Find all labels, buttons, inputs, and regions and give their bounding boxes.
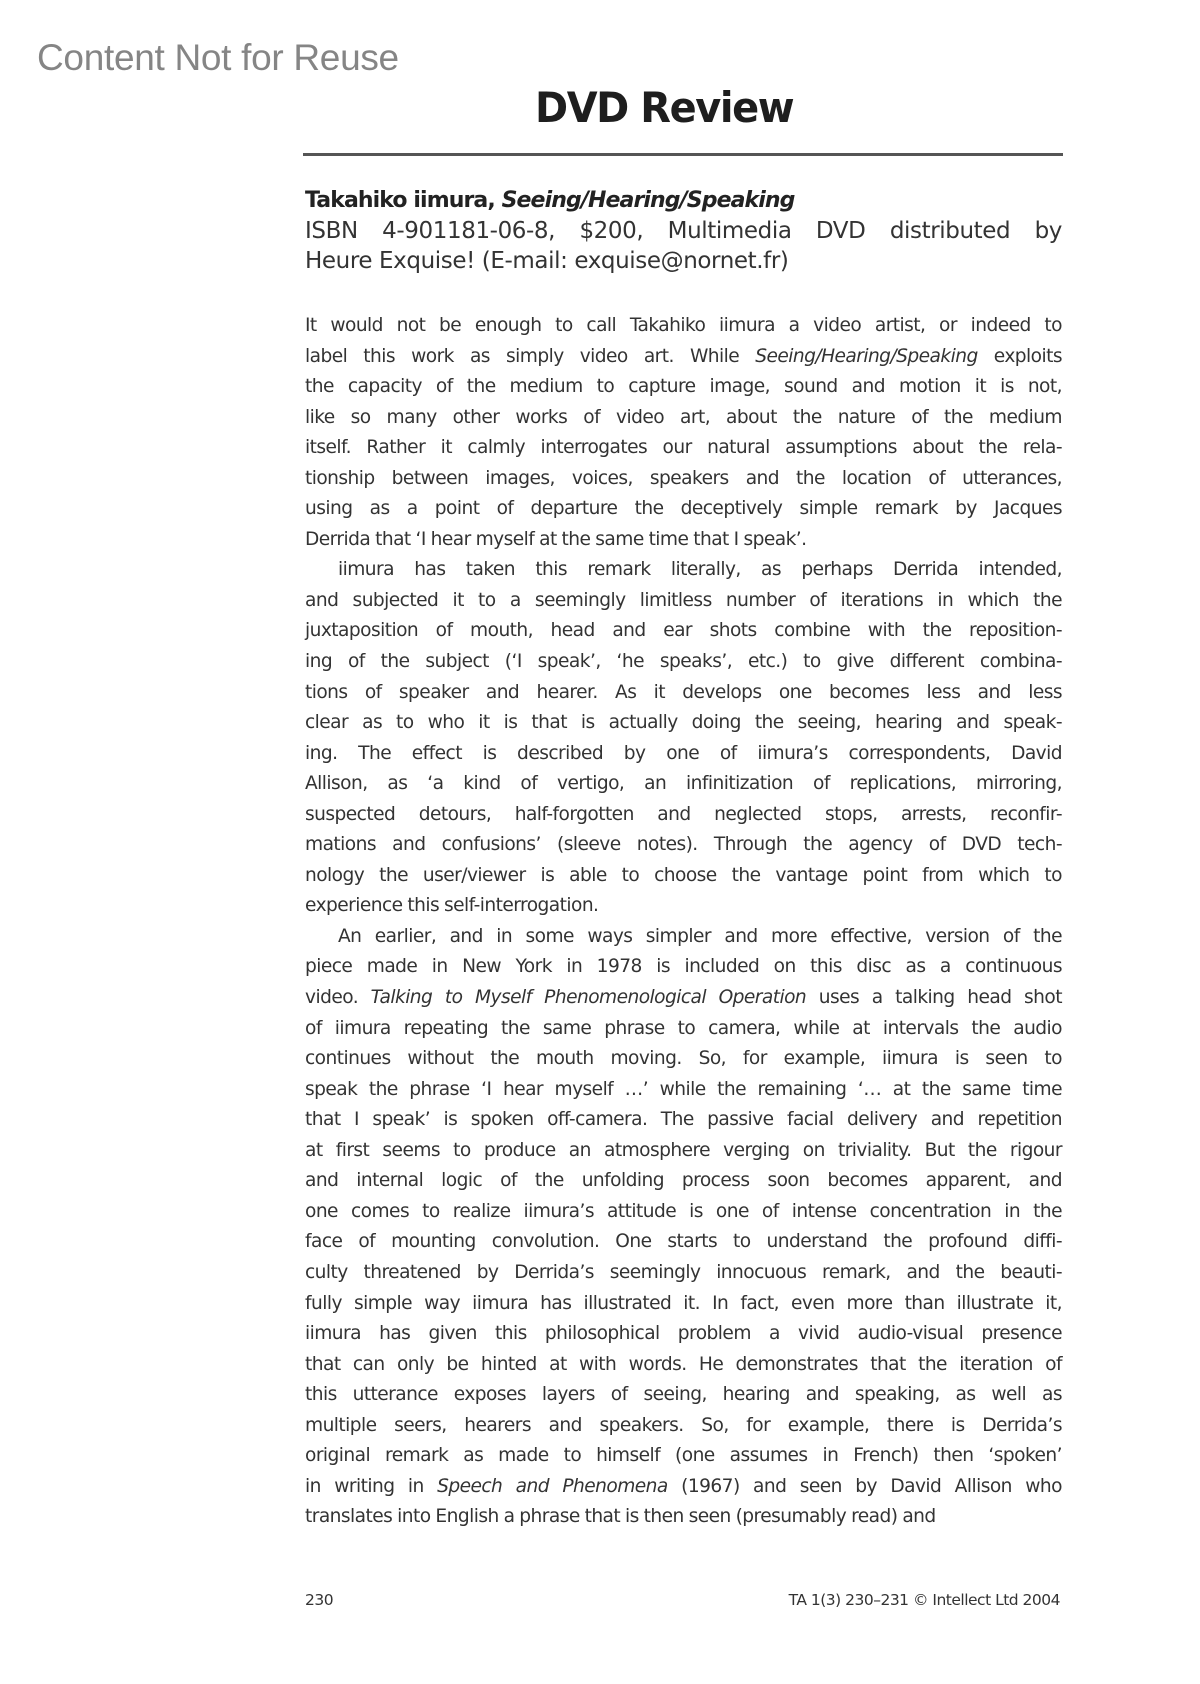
text-line: [305, 647, 1062, 678]
text-run: culty threatened by Derrida’s seemingly innocuous remark, and the beauti-: [305, 1261, 1062, 1283]
text-run: and internal logic of the unfolding process soon becomes apparent, and: [305, 1170, 1062, 1192]
text-line: [305, 1472, 1062, 1503]
text-line: [305, 983, 1062, 1014]
text-run: exploits: [977, 345, 1062, 367]
text-run: fully simple way iimura has illustrated it. In fact, even more than illustrate it,: [305, 1292, 1062, 1314]
review-work-title: Seeing/Hearing/Speaking: [501, 188, 795, 213]
text-run: Allison, as ‘a kind of vertigo, an infinitization of replications, mirroring,: [305, 773, 1062, 795]
text-run: speak the phrase ‘I hear myself …’ while the remaining ‘… at the same time: [305, 1078, 1062, 1100]
text-line: [305, 891, 1062, 922]
text-run: at first seems to produce an atmosphere verging on triviality. But the rigour: [305, 1139, 1062, 1161]
text-line: [305, 922, 1062, 953]
text-run: nology the user/viewer is able to choose the vantage point from which to: [305, 864, 1062, 886]
text-line: [305, 1197, 1062, 1228]
text-line: [305, 1502, 1062, 1533]
text-line: [305, 1105, 1062, 1136]
text-line: [305, 1380, 1062, 1411]
journal-citation: TA 1(3) 230–231 © Intellect Ltd 2004: [788, 1591, 1060, 1609]
text-run: multiple seers, hearers and speakers. So, for example, there is Derrida’s: [305, 1414, 1062, 1436]
text-line: [305, 708, 1062, 739]
text-run: in writing in: [305, 1475, 438, 1497]
review-body: [305, 311, 1062, 1533]
text-run: this utterance exposes layers of seeing, hearing and speaking, as well as: [305, 1384, 1062, 1406]
text-line: [305, 1319, 1062, 1350]
text-run: like so many other works of video art, about the nature of the medium: [305, 406, 1062, 428]
text-run: original remark as made to himself (one assumes in French) then ‘spoken’: [305, 1445, 1062, 1467]
italic-title: Speech and Phenomena: [437, 1475, 668, 1497]
text-run: clear as to who it is that is actually doing the seeing, hearing and speak-: [305, 712, 1062, 734]
text-run: ing. The effect is described by one of iimura’s correspondents, David: [305, 742, 1062, 764]
text-line: [305, 525, 1062, 556]
page-footer: [305, 1591, 1060, 1615]
text-run: one comes to realize iimura’s attitude is one of intense concentration in the: [305, 1200, 1062, 1222]
text-line: [305, 586, 1062, 617]
text-line: [305, 403, 1062, 434]
text-run: juxtaposition of mouth, head and ear shots combine with the reposition-: [305, 620, 1062, 642]
text-line: [305, 1441, 1062, 1472]
text-run: that can only be hinted at with words. He demonstrates that the iteration of: [305, 1353, 1062, 1375]
text-line: [305, 494, 1062, 525]
text-line: [305, 952, 1062, 983]
text-run: and subjected it to a seemingly limitless number of iterations in which the: [305, 589, 1062, 611]
text-line: [305, 1014, 1062, 1045]
review-heading: [305, 186, 1062, 216]
text-line: [305, 800, 1062, 831]
text-run: An earlier, and in some ways simpler and more effective, version of the: [338, 925, 1062, 947]
review-header: [305, 186, 1062, 276]
section-title: DVD Review: [535, 83, 794, 132]
text-run: using as a point of departure the deceptively simple remark by Jacques: [305, 498, 1062, 520]
text-line: [305, 616, 1062, 647]
text-line: [305, 555, 1062, 586]
italic-title: Seeing/Hearing/Speaking: [755, 345, 978, 367]
text-run: that I speak’ is spoken off-camera. The passive facial delivery and repetition: [305, 1109, 1062, 1131]
text-line: [305, 830, 1062, 861]
body-paragraph: [305, 555, 1062, 922]
text-line: [305, 739, 1062, 770]
text-run: continues without the mouth moving. So, for example, iimura is seen to: [305, 1048, 1062, 1070]
text-line: [305, 1227, 1062, 1258]
text-line: [305, 311, 1062, 342]
text-run: mations and confusions’ (sleeve notes). Through the agency of DVD tech-: [305, 834, 1062, 856]
text-line: [305, 678, 1062, 709]
text-line: [305, 433, 1062, 464]
text-run: experience this self-interrogation.: [305, 895, 599, 917]
text-line: [305, 1166, 1062, 1197]
text-run: the capacity of the medium to capture image, sound and motion it is not,: [305, 376, 1062, 398]
text-run: Derrida that ‘I hear myself at the same time that I speak’.: [305, 528, 807, 550]
text-line: [305, 464, 1062, 495]
text-line: [305, 342, 1062, 373]
text-line: [305, 1289, 1062, 1320]
text-line: [305, 1258, 1062, 1289]
text-run: It would not be enough to call Takahiko iimura a video artist, or indeed to: [305, 315, 1062, 336]
text-line: [305, 1350, 1062, 1381]
text-line: [305, 372, 1062, 403]
text-line: [305, 769, 1062, 800]
text-run: piece made in New York in 1978 is included on this disc as a continuous: [305, 956, 1062, 978]
text-run: video.: [305, 987, 371, 1009]
text-line: [305, 1044, 1062, 1075]
text-run: face of mounting convolution. One starts to understand the profound diffi-: [305, 1231, 1062, 1253]
text-run: iimura has given this philosophical problem a vivid audio-visual presence: [305, 1323, 1062, 1345]
text-run: (1967) and seen by David Allison who: [667, 1475, 1062, 1497]
text-line: [305, 861, 1062, 892]
text-run: translates into English a phrase that is then seen (presumably read) and: [305, 1506, 936, 1528]
text-run: label this work as simply video art. While: [305, 345, 756, 367]
text-run: itself. Rather it calmly interrogates our natural assumptions about the rela-: [305, 437, 1062, 459]
text-run: uses a talking head shot: [806, 987, 1062, 1009]
text-run: tionship between images, voices, speakers and the location of utterances,: [305, 467, 1062, 489]
text-run: iimura has taken this remark literally, as perhaps Derrida intended,: [338, 559, 1062, 581]
watermark-text: Content Not for Reuse: [37, 37, 399, 78]
text-line: [305, 1075, 1062, 1106]
review-details-line: Heure Exquise! (E-mail: exquise@nornet.fr): [305, 248, 789, 274]
text-run: of iimura repeating the same phrase to camera, while at intervals the audio: [305, 1017, 1062, 1039]
body-paragraph: [305, 311, 1062, 555]
text-line: [305, 1411, 1062, 1442]
text-run: ing of the subject (‘I speak’, ‘he speaks’, etc.) to give different combina-: [305, 651, 1062, 673]
page-number: 230: [305, 1591, 334, 1609]
body-paragraph: [305, 922, 1062, 1533]
text-run: suspected detours, half-forgotten and neglected stops, arrests, reconfir-: [305, 803, 1062, 825]
text-line: [305, 1136, 1062, 1167]
text-run: tions of speaker and hearer. As it develops one becomes less and less: [305, 681, 1062, 703]
title-divider: [303, 153, 1063, 156]
italic-title: Talking to Myself Phenomenological Operation: [370, 987, 807, 1009]
review-author: Takahiko iimura,: [305, 188, 502, 213]
review-details-line: ISBN 4-901181-06-8, $200, Multimedia DVD distributed by: [305, 218, 1062, 244]
